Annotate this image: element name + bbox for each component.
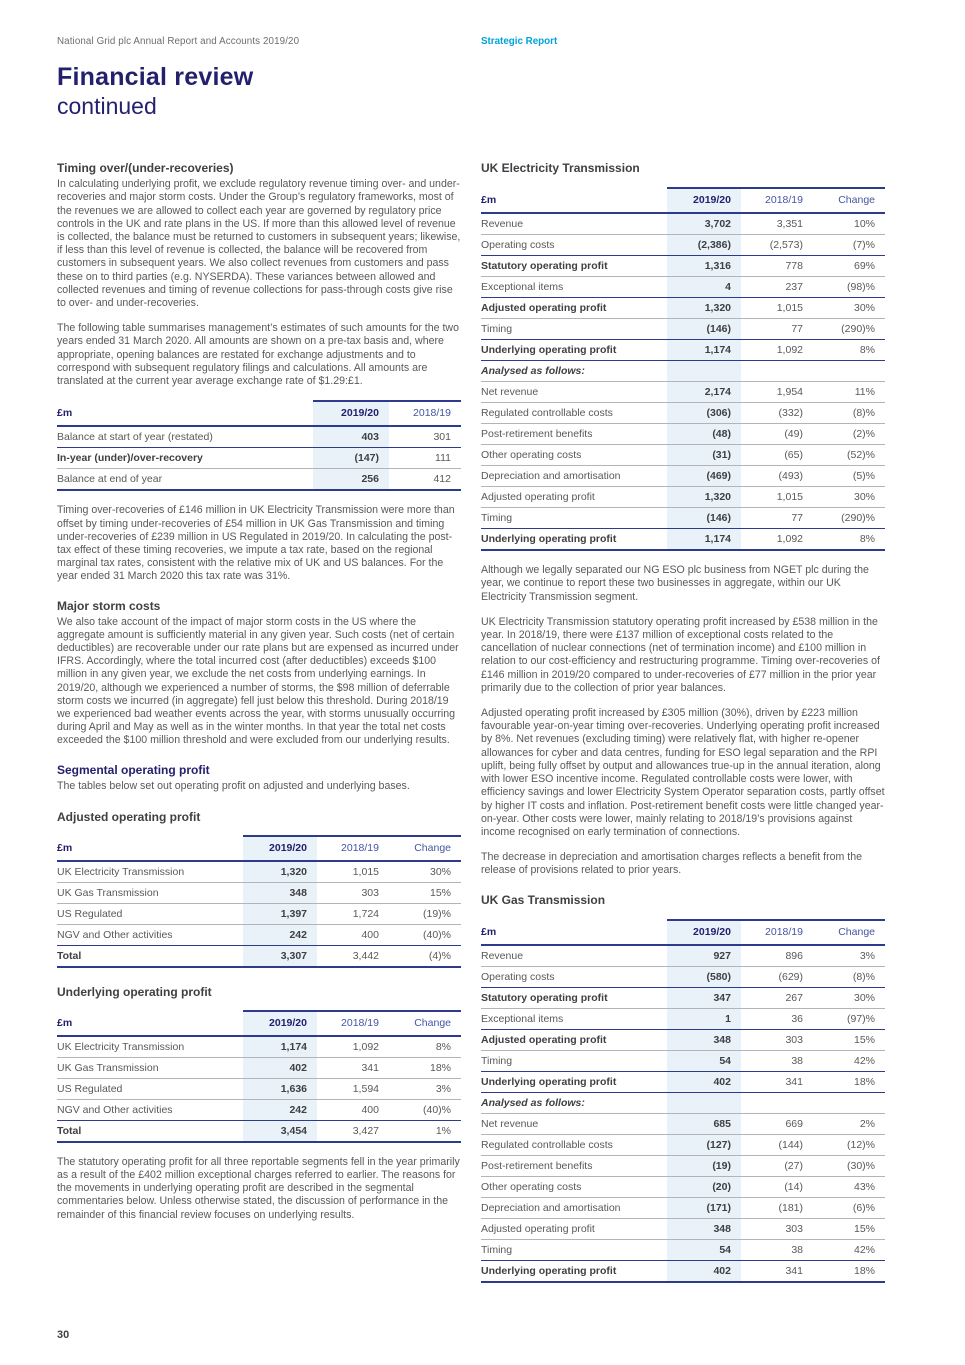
cell: 42% [813,1050,885,1071]
row-label: Regulated controllable costs [481,1134,667,1155]
cell: (30)% [813,1155,885,1176]
cell: 1,320 [667,298,741,319]
cell: 303 [741,1218,813,1239]
cell: (65) [741,445,813,466]
table-row [57,469,461,491]
table-row [481,1218,885,1239]
cell: 1,320 [667,487,741,508]
cell: 38 [741,1050,813,1071]
column-header: £m [481,188,667,213]
cell: 669 [741,1113,813,1134]
cell: 400 [317,1099,389,1120]
cell: 237 [741,277,813,298]
cell: (290)% [813,508,885,529]
cell: 10% [813,213,885,235]
table-header-row [481,188,885,213]
cell: 1,015 [317,861,389,883]
adjusted-operating-profit-table [57,835,461,968]
cell: (146) [667,319,741,340]
column-header: 2019/20 [667,920,741,945]
cell: 341 [741,1071,813,1092]
cell: 1,092 [741,340,813,361]
title-block [57,64,908,120]
table-row [481,1029,885,1050]
cell: 402 [243,1057,317,1078]
column-header: Change [813,188,885,213]
cell: (8)% [813,403,885,424]
cell: 15% [389,882,461,903]
row-label: UK Electricity Transmission [57,861,243,883]
column-header: £m [57,401,313,426]
cell: 341 [741,1260,813,1282]
row-label: NGV and Other activities [57,924,243,945]
paragraph: The decrease in depreciation and amortisation charges reflects a benefit from the release of provisions related to prior years. [481,851,862,877]
cell: 242 [243,1099,317,1120]
column-header: £m [57,1011,243,1036]
cell: 778 [741,256,813,277]
cell: (40)% [389,1099,461,1120]
paragraph: The statutory operating profit for all three reportable segments fell in the year primarily as a result of the £402 million exceptional charges referred to earlier. The reasons for the movements in underlying operating profit are described in the segmental commentaries below. Unless otherwise stated, the discussion of performance in the remainder of this financial review focuses on underlying results. [57,1155,460,1221]
table-row [481,1092,885,1113]
table-row [481,987,885,1008]
cell: (49) [741,424,813,445]
table-row [481,256,885,277]
cell: (290)% [813,319,885,340]
table-row [481,1239,885,1260]
cell: 1,092 [317,1036,389,1058]
row-label: Net revenue [481,382,667,403]
column-header: 2019/20 [667,188,741,213]
cell: 36 [741,1008,813,1029]
cell: (27) [741,1155,813,1176]
row-label: Total [57,945,243,967]
row-label: Revenue [481,945,667,967]
cell: 3% [813,945,885,967]
row-label: Adjusted operating profit [481,1218,667,1239]
table-row [481,319,885,340]
cell: (19) [667,1155,741,1176]
paragraph: The following table summarises management’s estimates of such amounts for the two years ended 31 March 2020. All amounts are shown on a pre-tax basis and, where appropriate, opening balances are restated for exchange adjustments and to correspond with subsequent regulatory filings and calculations. All amounts are translated at the current year average exchange rate of $1.29:£1. [57,322,459,388]
cell: (2,386) [667,235,741,256]
table-row [481,382,885,403]
cell: 402 [667,1260,741,1282]
row-label: Underlying operating profit [481,1260,667,1282]
page-number: 30 [57,1329,70,1341]
paragraph: Although we legally separated our NG ESO plc business from NGET plc during the year, we continue to report these two businesses in aggregate, within our UK Electricity Transmission segment. [481,564,869,603]
table-row [57,882,461,903]
uk-gas-transmission-table [481,919,885,1283]
table-row [57,861,461,883]
cell: (8)% [813,966,885,987]
table-row [57,448,461,469]
row-label: US Regulated [57,1078,243,1099]
column-header: 2018/19 [741,920,813,945]
row-label: Operating costs [481,966,667,987]
cell: (14) [741,1176,813,1197]
row-label: Adjusted operating profit [481,298,667,319]
row-label: Statutory operating profit [481,256,667,277]
cell: 1 [667,1008,741,1029]
cell: (147) [313,448,389,469]
right-column [481,161,885,1295]
cell: 69% [813,256,885,277]
cell: (98)% [813,277,885,298]
table-row [481,508,885,529]
cell: (31) [667,445,741,466]
row-label: UK Gas Transmission [57,1057,243,1078]
paragraph: Timing over-recoveries of £146 million in UK Electricity Transmission were more than offset by timing under-recoveries of £54 million in UK Gas Transmission and timing under-recoveries of £239 million in US Regulated in 2019/20. In calculating the post-tax effect of these timing recoveries, we impute a tax rate, based on the regional marginal tax rates, consistent with the relative mix of UK and US balances. For the year ended 31 March 2020 this tax rate was 31%. [57,504,455,583]
row-label: Exceptional items [481,1008,667,1029]
table-header-row [57,836,461,861]
cell: 43% [813,1176,885,1197]
cell: 30% [813,987,885,1008]
page-title: Financial review [57,63,254,91]
row-label: Total [57,1120,243,1142]
section-label: Strategic Report [481,36,558,47]
cell: 1,724 [317,903,389,924]
cell: 303 [317,882,389,903]
cell: (6)% [813,1197,885,1218]
cell: 412 [389,469,461,491]
cell: 348 [243,882,317,903]
cell [667,1092,741,1113]
row-label: Timing [481,508,667,529]
table-row [481,487,885,508]
cell: (12)% [813,1134,885,1155]
cell: 15% [813,1218,885,1239]
cell: 1,594 [317,1078,389,1099]
cell: 3,351 [741,213,813,235]
cell: 54 [667,1050,741,1071]
heading-segmental-operating-profit: Segmental operating profit [57,762,210,777]
cell: 927 [667,945,741,967]
cell: (4)% [389,945,461,967]
cell: 3,307 [243,945,317,967]
cell: 4 [667,277,741,298]
table-row [57,1057,461,1078]
running-header [57,36,908,47]
table-row [57,924,461,945]
row-label: NGV and Other activities [57,1099,243,1120]
table-row [481,1260,885,1282]
table-row [481,945,885,967]
cell: 54 [667,1239,741,1260]
row-label: Underlying operating profit [481,340,667,361]
column-header: 2019/20 [243,1011,317,1036]
cell: 18% [813,1260,885,1282]
content-columns [57,161,908,1295]
left-column [57,161,461,1295]
cell: (97)% [813,1008,885,1029]
row-label: Timing [481,319,667,340]
cell: 1,174 [667,529,741,551]
table-header-row [481,920,885,945]
table-row [481,361,885,382]
cell: 402 [667,1071,741,1092]
cell: 303 [741,1029,813,1050]
cell: 77 [741,319,813,340]
table-row [481,298,885,319]
cell: (2)% [813,424,885,445]
cell: 111 [389,448,461,469]
row-label: UK Gas Transmission [57,882,243,903]
table-row [481,1134,885,1155]
cell: 1,954 [741,382,813,403]
cell: (493) [741,466,813,487]
row-label: Underlying operating profit [481,529,667,551]
cell [741,1092,813,1113]
cell: 2,174 [667,382,741,403]
table-row [481,235,885,256]
cell: (48) [667,424,741,445]
heading-major-storm-costs: Major storm costs [57,598,161,613]
cell [741,361,813,382]
heading-adjusted-operating-profit: Adjusted operating profit [57,809,201,824]
cell: 301 [389,426,461,448]
cell: (40)% [389,924,461,945]
column-header: Change [389,836,461,861]
cell: 1,636 [243,1078,317,1099]
cell: 3% [389,1078,461,1099]
heading-timing-recoveries: Timing over/(under-recoveries) [57,161,234,176]
column-header: Change [813,920,885,945]
table-row [481,213,885,235]
column-header: £m [481,920,667,945]
cell: 11% [813,382,885,403]
row-label: UK Electricity Transmission [57,1036,243,1058]
paragraph: The tables below set out operating profit on adjusted and underlying bases. [57,779,410,792]
column-header: Change [389,1011,461,1036]
cell: 30% [389,861,461,883]
cell: 30% [813,298,885,319]
column-header: 2019/20 [243,836,317,861]
cell: 1,174 [243,1036,317,1058]
underlying-operating-profit-table [57,1010,461,1143]
row-label: Other operating costs [481,445,667,466]
cell: 15% [813,1029,885,1050]
row-label: US Regulated [57,903,243,924]
cell: (144) [741,1134,813,1155]
column-header: 2018/19 [741,188,813,213]
row-label: Depreciation and amortisation [481,466,667,487]
table-row [481,966,885,987]
cell: 18% [813,1071,885,1092]
table-row [57,945,461,967]
heading-uk-electricity-transmission: UK Electricity Transmission [481,161,640,176]
cell: 3,702 [667,213,741,235]
page-subtitle: continued [57,92,157,119]
row-label: Balance at end of year [57,469,313,491]
cell [667,361,741,382]
cell: 30% [813,487,885,508]
column-header: 2018/19 [389,401,461,426]
cell: 256 [313,469,389,491]
heading-uk-gas-transmission: UK Gas Transmission [481,892,606,907]
cell: 348 [667,1218,741,1239]
row-label: Operating costs [481,235,667,256]
table-row [481,445,885,466]
cell: 1,015 [741,487,813,508]
cell: 896 [741,945,813,967]
cell: 1,015 [741,298,813,319]
cell: (2,573) [741,235,813,256]
cell: 1,320 [243,861,317,883]
table-row [57,1036,461,1058]
row-label: In-year (under)/over-recovery [57,448,313,469]
table-row [57,1078,461,1099]
table-row [481,1008,885,1029]
row-label: Timing [481,1239,667,1260]
cell: 1,397 [243,903,317,924]
paragraph: We also take account of the impact of major storm costs in the US where the aggregate amount is sufficiently material in any given year. Such costs (net of certain deductibles) are recoverable under our rate plans but are expensed as incurred under IFRS. Accordingly, where the total incurred cost (after deductibles) exceeds $100 million in any given year, we exclude the net costs from underlying earnings. In 2019/20, although we experienced a number of storms, the $98 million of deferrable storm costs we incurred (in aggregate) fell just below this threshold. During 2018/19 we experienced bad weather events across the year, with storms unusually occurring during April and May as well as in the winter months. In that year the total net costs exceeded the $100 million threshold and were excluded from our underlying results. [57,615,459,747]
cell: (20) [667,1176,741,1197]
row-label: Post-retirement benefits [481,424,667,445]
cell: 341 [317,1057,389,1078]
cell: (306) [667,403,741,424]
cell: 3,427 [317,1120,389,1142]
cell [813,361,885,382]
cell: 18% [389,1057,461,1078]
row-label: Regulated controllable costs [481,403,667,424]
heading-underlying-operating-profit: Underlying operating profit [57,984,212,999]
column-header: 2019/20 [313,401,389,426]
table-row [481,1176,885,1197]
cell: 400 [317,924,389,945]
row-label: Balance at start of year (restated) [57,426,313,448]
cell [813,1092,885,1113]
report-title: National Grid plc Annual Report and Accounts 2019/20 [57,36,300,47]
cell: (146) [667,508,741,529]
cell: 267 [741,987,813,1008]
cell: (332) [741,403,813,424]
timing-recoveries-table [57,400,461,491]
cell: 1,316 [667,256,741,277]
cell: 685 [667,1113,741,1134]
cell: 77 [741,508,813,529]
row-label: Analysed as follows: [481,361,667,382]
table-row [481,1155,885,1176]
cell: (127) [667,1134,741,1155]
table-row [481,277,885,298]
paragraph: Adjusted operating profit increased by £305 million (30%), driven by £223 million favourable year-on-year timing over-recoveries. Underlying operating profit increased by 8%. Net revenues (excluding timing) were relatively flat, with higher re-opener allowances for cyber and data centres, funding for ESO legal separation and the RPI uplift, being fully offset by output and allowances true-up in the annual iteration, along with lower ESO incentive income. Regulated controllable costs were lower, with efficiency savings and lower Electricity System Operator separation costs, partly offset by higher IT costs and inflation. Post-retirement benefit costs were little changed year-on-year. Other costs were lower, mainly relating to 2018/19’s provisions against income recognised on early termination of connections. [481,707,885,838]
cell: 1% [389,1120,461,1142]
cell: 3,442 [317,945,389,967]
row-label: Adjusted operating profit [481,487,667,508]
cell: (52)% [813,445,885,466]
cell: 348 [667,1029,741,1050]
table-row [481,529,885,551]
table-header-row [57,1011,461,1036]
table-header-row [57,401,461,426]
row-label: Timing [481,1050,667,1071]
column-header: £m [57,836,243,861]
cell: 242 [243,924,317,945]
row-label: Post-retirement benefits [481,1155,667,1176]
cell: (171) [667,1197,741,1218]
row-label: Depreciation and amortisation [481,1197,667,1218]
row-label: Underlying operating profit [481,1071,667,1092]
cell: 8% [389,1036,461,1058]
row-label: Other operating costs [481,1176,667,1197]
cell: 3,454 [243,1120,317,1142]
table-row [481,1071,885,1092]
row-label: Analysed as follows: [481,1092,667,1113]
cell: (7)% [813,235,885,256]
row-label: Exceptional items [481,277,667,298]
cell: 42% [813,1239,885,1260]
row-label: Statutory operating profit [481,987,667,1008]
table-row [57,1099,461,1120]
cell: 8% [813,340,885,361]
table-row [57,903,461,924]
cell: (181) [741,1197,813,1218]
table-row [481,424,885,445]
row-label: Adjusted operating profit [481,1029,667,1050]
paragraph: In calculating underlying profit, we exclude regulatory revenue timing over- and under-recoveries and major storm costs. Under the Group’s regulatory frameworks, most of the revenues we are allowed to collect each year are governed by regulatory price controls in the UK and rate plans in the US. If more than this allowed level of revenue is collected, the balance must be returned to customers in subsequent years; likewise, if less than this level of revenue is collected, the balance will be recovered from customers in subsequent years. We also collect revenues from customers and pass these on to third parties (e.g. NYSERDA). These variances between allowed and collected revenues and timing of revenue collections for pass-through costs give rise to over- and under-recoveries. [57,178,461,310]
table-row [481,466,885,487]
cell: 2% [813,1113,885,1134]
table-row [481,403,885,424]
table-row [481,1197,885,1218]
column-header: 2018/19 [317,1011,389,1036]
row-label: Revenue [481,213,667,235]
cell: (469) [667,466,741,487]
uk-electricity-transmission-table [481,187,885,551]
cell: (629) [741,966,813,987]
table-row [481,340,885,361]
row-label: Net revenue [481,1113,667,1134]
cell: (580) [667,966,741,987]
cell: 347 [667,987,741,1008]
table-row [57,1120,461,1142]
cell: 403 [313,426,389,448]
paragraph: UK Electricity Transmission statutory operating profit increased by £538 million in the year. In 2018/19, there were £137 million of exceptional costs related to the cancellation of nuclear connections (net of termination income) and £100 million in relation to our cost-efficiency and restructuring programme. Timing over-recoveries of £146 million in 2019/20 compared to under-recoveries of £77 million in the prior year primarily due to the collection of prior year balances. [481,615,881,694]
table-row [481,1050,885,1071]
cell: 1,174 [667,340,741,361]
cell: 8% [813,529,885,551]
cell: 1,092 [741,529,813,551]
table-row [481,1113,885,1134]
cell: (5)% [813,466,885,487]
table-row [57,426,461,448]
cell: 38 [741,1239,813,1260]
cell: (19)% [389,903,461,924]
column-header: 2018/19 [317,836,389,861]
